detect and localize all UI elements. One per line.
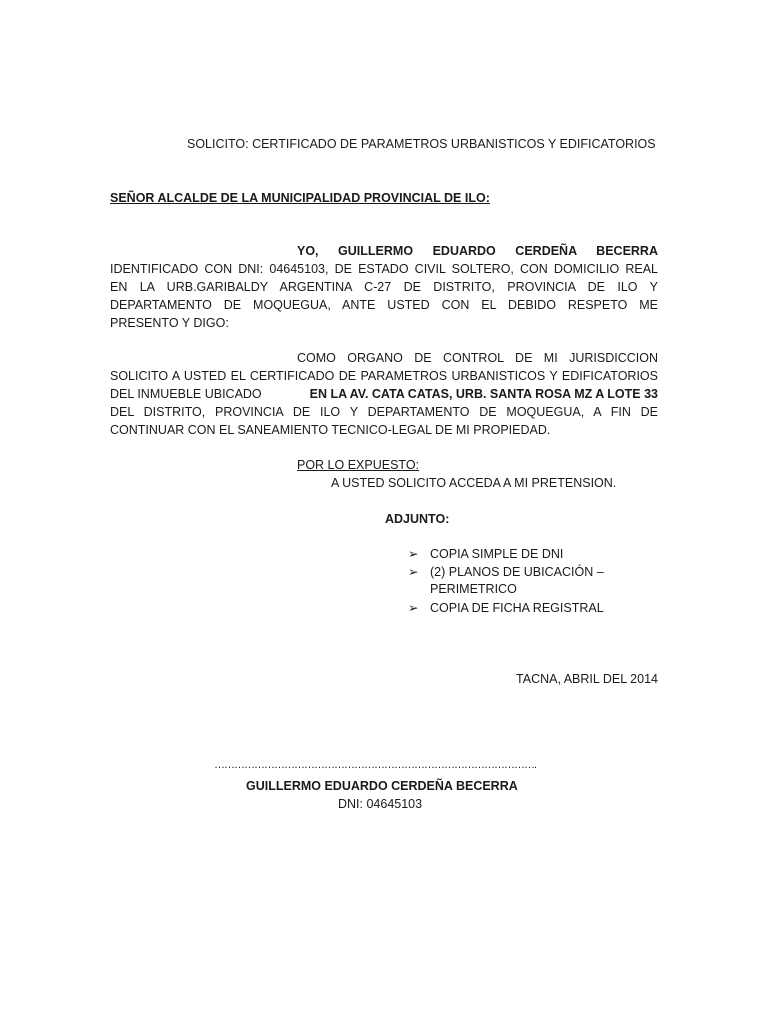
para1-line3: EN LA URB.GARIBALDY ARGENTINA C-27 DE DISTRITO, PROVINCIA DE ILO Y — [110, 280, 658, 294]
para1-line1: YO, GUILLERMO EDUARDO CERDEÑA BECERRA — [297, 244, 658, 258]
signer-name: GUILLERMO EDUARDO CERDEÑA BECERRA — [246, 779, 518, 793]
para2-line2: SOLICITO A USTED EL CERTIFICADO DE PARAMETROS URBANISTICOS Y EDIFICATORIOS — [110, 369, 658, 383]
arrowhead-bullet-icon: ➢ — [408, 565, 419, 579]
para1-line5: PRESENTO Y DIGO: — [110, 316, 229, 330]
para2-line3-normal: DEL INMUEBLE UBICADO — [110, 387, 262, 401]
signer-dni: DNI: 04645103 — [338, 797, 423, 811]
para1-line2: IDENTIFICADO CON DNI: 04645103, DE ESTADO CIVIL SOLTERO, CON DOMICILIO REAL — [110, 262, 658, 276]
arrowhead-bullet-icon: ➢ — [408, 601, 419, 615]
closing-heading: POR LO EXPUESTO: — [297, 458, 420, 472]
closing-request: A USTED SOLICITO ACCEDA A MI PRETENSION. — [331, 476, 617, 490]
para1-line4: DEPARTAMENTO DE MOQUEGUA, ANTE USTED CON EL DEBIDO RESPETO ME — [110, 298, 658, 312]
place-date: TACNA, ABRIL DEL 2014 — [516, 672, 658, 686]
property-address: EN LA AV. CATA CATAS, URB. SANTA ROSA MZ A LOTE 33 — [309, 387, 658, 401]
attachment-item: ➢ (2) PLANOS DE UBICACIÓN – — [408, 565, 604, 579]
attachments-heading: ADJUNTO: — [385, 512, 450, 526]
addressee: SEÑOR ALCALDE DE LA MUNICIPALIDAD PROVINCIAL DE ILO: — [110, 191, 490, 205]
attachment-item: ➢ COPIA DE FICHA REGISTRAL — [408, 601, 604, 615]
para2-line4: DEL DISTRITO, PROVINCIA DE ILO Y DEPARTAMENTO DE MOQUEGUA, A FIN DE — [110, 405, 658, 419]
para2-line5: CONTINUAR CON EL SANEAMIENTO TECNICO-LEGAL DE MI PROPIEDAD. — [110, 423, 551, 437]
para2-line1: COMO ORGANO DE CONTROL DE MI JURISDICCION — [297, 351, 658, 365]
subject-line: SOLICITO: CERTIFICADO DE PARAMETROS URBANISTICOS Y EDIFICATORIOS — [187, 137, 656, 151]
arrowhead-bullet-icon: ➢ — [408, 547, 419, 561]
attachment-item: ➢ COPIA SIMPLE DE DNI — [408, 547, 564, 561]
para2-line3 — [110, 385, 658, 403]
attachment-item-continuation: PERIMETRICO — [430, 582, 517, 596]
signature-line: ……………………………………………………………………………………. — [214, 759, 537, 771]
